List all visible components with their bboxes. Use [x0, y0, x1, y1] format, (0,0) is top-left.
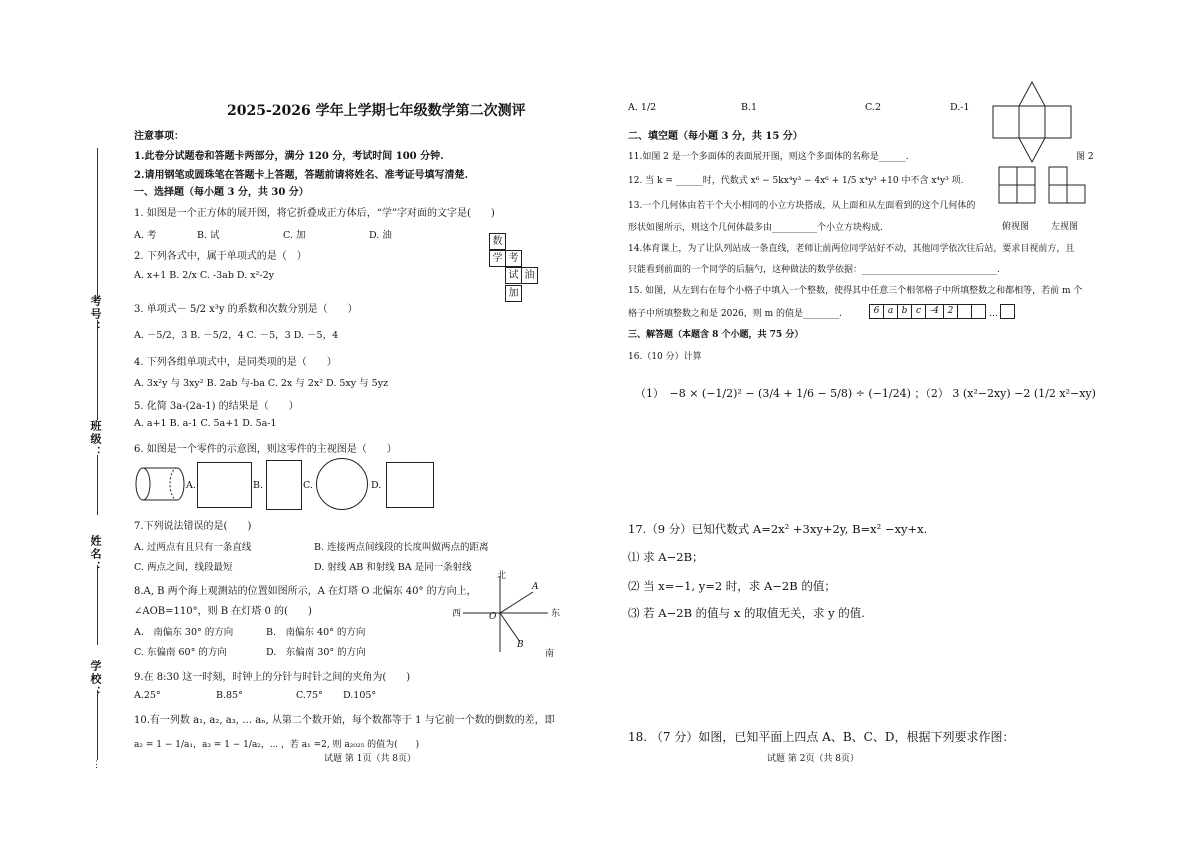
q9-option-d: D.105° — [343, 690, 377, 701]
q9-option-c: C.75° — [296, 690, 323, 701]
q17-part-2: ⑵ 当 x=−1, y=2 时，求 A−2B 的值； — [628, 579, 836, 593]
q7-option-a: A. 过两点有且只有一条直线 — [134, 542, 252, 553]
net-cell: 油 — [521, 267, 538, 284]
compass-west: 西 — [452, 609, 462, 619]
top-view-figure — [998, 166, 1038, 204]
q16-expression: （1） −8 × (−1/2)² − (3/4 + 1/6 − 5/8) ÷ (−1/24) ；（2） 3 (x²−2xy) −2 (1/2 x²−xy) — [635, 387, 1096, 400]
compass-east: 东 — [551, 609, 561, 619]
q8-stem-1: 8.A, B 两个海上观测站的位置如图所示，A 在灯塔 O 北偏东 40° 的方向上， — [134, 586, 477, 597]
q7-stem: 7.下列说法错误的是( ) — [134, 521, 252, 532]
section-answer-heading: 三、解答题（本题含 8 个小题，共 75 分） — [628, 330, 804, 340]
q15-stem-1: 15. 如图，从左到右在每个小格子中填入一个整数，使得其中任意三个相邻格子中所填整数之和都相等，若前 m 个 — [628, 286, 1083, 296]
q3-options: A. －5/2，3 B. －5/2，4 C. －5，3 D. －5，4 — [134, 330, 339, 341]
net-cell: 学 — [489, 250, 506, 267]
q14-stem-1: 14.体育课上，为了让队列站成一条直线，老师让前两位同学站好不动，其他同学依次往后站，要求目视前方，且 — [628, 244, 1075, 254]
q13-stem-2: 形状如图所示，则这个几何体最多由__________个小立方块构成. — [628, 223, 883, 233]
q7-option-c: C. 两点之间，线段最短 — [134, 562, 233, 573]
sequence-cell: -4 — [925, 304, 944, 319]
q4-options: A. 3x²y 与 3xy² B. 2ab 与-ba C. 2x 与 2x² D. 5xy 与 5yz — [134, 378, 389, 389]
section-fill-heading: 二、填空题（每小题 3 分，共 15 分） — [628, 131, 803, 142]
q5-stem: 5. 化简 3a-(2a-1) 的结果是（ ） — [134, 401, 299, 412]
exam-number-label: 考号： — [89, 295, 102, 334]
page-2-footer: 试题 第 2页（共 8页） — [767, 754, 860, 764]
q6-option-a: A. — [186, 480, 196, 491]
q12-stem: 12. 当 k = ______时，代数式 x⁶ − 5kx⁴y³ − 4x⁶ + 1/5 x⁴y³ +10 中不含 x⁴y³ 项. — [628, 176, 964, 186]
note-1: 1.此卷分试题卷和答题卡两部分，满分 120 分，考试时间 100 分钟. — [134, 151, 444, 162]
q8-option-c: C. 东偏南 60° 的方向 — [134, 647, 227, 658]
q17-part-3: ⑶ 若 A−2B 的值与 x 的取值无关，求 y 的值. — [628, 606, 865, 620]
q17-part-1: ⑴ 求 A−2B； — [628, 550, 704, 564]
q11-stem: 11.如图 2 是一个多面体的表面展开图，则这个多面体的名称是______. — [628, 152, 909, 162]
sequence-cells — [870, 301, 1015, 320]
notes-heading: 注意事项： — [134, 131, 184, 142]
q10-stem: 10.有一列数 a₁, a₂, a₃, … aₙ, 从第二个数开始，每个数都等于 1 与它前一个数的倒数的差，即 — [134, 715, 555, 726]
q10-option-d: D.-1 — [950, 102, 970, 113]
prism-net-figure — [990, 80, 1080, 164]
net-cell: 数 — [489, 233, 506, 250]
q7-option-b: B. 连接两点间线段的长度叫做两点的距离 — [314, 542, 489, 553]
class-label: 班级： — [89, 420, 102, 459]
binding-line — [97, 565, 98, 645]
compass-north: 北 — [497, 571, 507, 581]
figure-2-label: 图 2 — [1076, 152, 1094, 162]
point-b-label: B — [517, 640, 524, 650]
q9-option-a: A.25° — [134, 690, 161, 701]
q15-stem-2: 格子中所填整数之和是 2026，则 m 的值是________. — [628, 309, 842, 319]
q6-shape-a — [197, 462, 252, 508]
q6-option-b: B. — [253, 480, 264, 491]
q9-option-b: B.85° — [216, 690, 243, 701]
binding-line — [97, 148, 98, 296]
q18-stem: 18. （7 分）如图，已知平面上四点 A、B、C、D，根据下列要求作图： — [628, 730, 1015, 744]
sequence-cell: a — [883, 304, 898, 319]
compass-south: 南 — [545, 649, 555, 659]
q10-option-b: B.1 — [741, 102, 758, 113]
section-choice-heading: 一、选择题（每小题 3 分，共 30 分） — [134, 187, 309, 198]
q6-shape-d — [386, 462, 434, 508]
q10-formula: a₂ = 1 − 1/a₁，a₃ = 1 − 1/a₂，⋯ ，若 a₁ =2, 则 a₂₀₂₅ 的值为( ) — [134, 740, 420, 750]
sequence-cell — [1000, 304, 1015, 319]
q4-stem: 4. 下列各组单项式中，是同类项的是（ ） — [134, 357, 337, 368]
q2-options: A. x+1 B. 2/x C. -3ab D. x²-2y — [134, 270, 275, 281]
compass-origin: O — [489, 612, 497, 622]
q6-option-c: C. — [303, 480, 313, 491]
sequence-cell: c — [911, 304, 926, 319]
binding-line — [97, 320, 98, 420]
point-a-label: A — [532, 582, 539, 592]
q6-stem: 6. 如图是一个零件的示意图，则这零件的主视图是（ ） — [134, 444, 397, 455]
q1-option-b: B. 试 — [197, 230, 220, 241]
binding-line — [97, 690, 98, 760]
left-view-figure — [1048, 166, 1088, 204]
page-title: 2025-2026 学年上学期七年级数学第二次测评 — [227, 103, 526, 119]
q8-stem-2: ∠AOB=110°，则 B 在灯塔 0 的( ) — [134, 606, 312, 617]
sequence-cell — [957, 304, 972, 319]
q14-stem-2: 只能看到前面的一个同学的后脑勺，这种做法的数学依据：______________________________. — [628, 265, 1000, 275]
q1-option-c: C. 加 — [283, 230, 306, 241]
page-1-footer: 试题 第 1页（共 8页） — [324, 754, 417, 764]
name-label: 姓名： — [89, 535, 102, 574]
net-cell: 试 — [505, 267, 522, 284]
q5-options: A. a+1 B. a-1 C. 5a+1 D. 5a-1 — [134, 418, 277, 429]
sequence-cell: 6 — [869, 304, 884, 319]
sequence-cell: b — [897, 304, 912, 319]
q6-option-d: D. — [371, 480, 382, 491]
net-cell: 考 — [505, 250, 522, 267]
q10-option-c: C.2 — [865, 102, 881, 113]
left-view-label: 左视图 — [1051, 222, 1079, 232]
q2-stem: 2. 下列各式中，属于单项式的是（ ） — [134, 251, 307, 262]
top-view-label: 俯视图 — [1002, 222, 1030, 232]
q1-stem: 1. 如图是一个正方体的展开图，将它折叠成正方体后，“学”字对面的文字是( ) — [134, 208, 495, 219]
q3-stem: 3. 单项式－ 5/2 x³y 的系数和次数分别是（ ） — [134, 304, 358, 315]
school-label: 学校： — [89, 660, 102, 699]
q8-option-a: A. 南偏东 30° 的方向 — [134, 627, 234, 638]
sequence-cell — [971, 304, 986, 319]
q7-option-d: D. 射线 AB 和射线 BA 是同一条射线 — [314, 562, 472, 573]
q17-stem: 17.（9 分）已知代数式 A=2x² +3xy+2y, B=x² −xy+x. — [628, 522, 928, 536]
q6-shape-b — [266, 460, 302, 510]
cylinder-part-figure — [133, 460, 193, 508]
q1-option-a: A. 考 — [134, 230, 157, 241]
net-cell: 加 — [505, 285, 522, 302]
sequence-cell: 2 — [943, 304, 958, 319]
q8-option-b: B. 南偏东 40° 的方向 — [266, 627, 366, 638]
q10-option-a: A. 1/2 — [628, 102, 657, 113]
q8-option-d: D. 东偏南 30° 的方向 — [266, 647, 366, 658]
note-2: 2.请用钢笔或圆珠笔在答题卡上答题，答题前请将姓名、准考证号填写清楚. — [134, 170, 468, 181]
q9-stem: 9.在 8:30 这一时刻，时钟上的分针与时针之间的夹角为( ) — [134, 672, 411, 683]
q16-stem: 16.（10 分）计算 — [628, 352, 702, 362]
sequence-ellipsis: … — [989, 309, 998, 319]
q1-option-d: D. 油 — [369, 230, 392, 241]
binding-dots: ⋮ — [92, 760, 101, 770]
binding-line — [97, 455, 98, 515]
q13-stem-1: 13.一个几何体由若干个大小相同的小立方块搭成，从上面和从左面看到的这个几何体的 — [628, 201, 976, 211]
q6-shape-c — [316, 458, 368, 510]
